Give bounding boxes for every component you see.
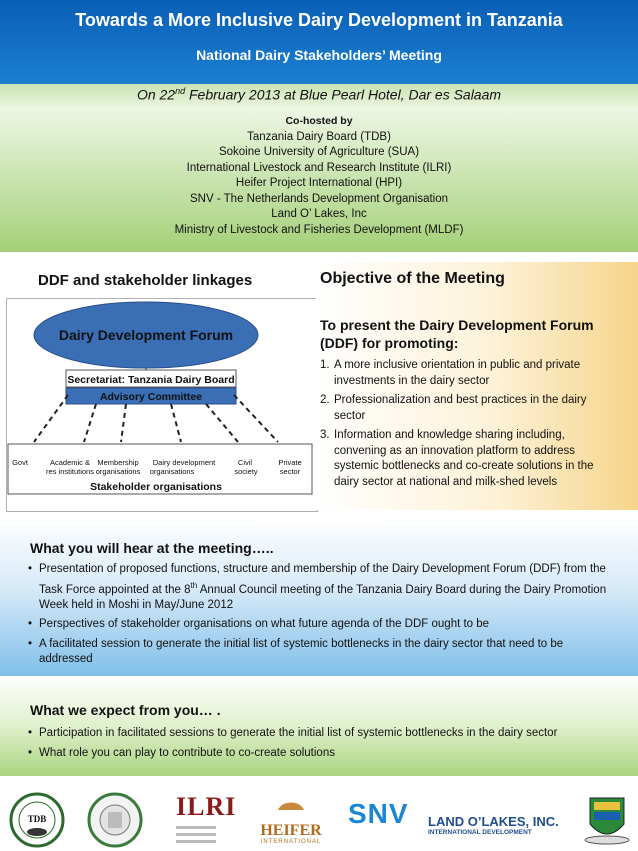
stakeholder-govt: Govt — [12, 458, 28, 467]
expect-list — [28, 726, 620, 765]
list-item: • Presentation of proposed functions, structure and membership of the Dairy Development Forum (DDF) from the Task Force appointed at the 8th Annual Council meeting of the Tanzania Dairy Board during the Dairy Promotion Week held in Moshi in May/June 2012 — [28, 563, 607, 611]
cohost-org: Heifer Project International (HPI) — [235, 177, 403, 189]
page-title: Towards a More Inclusive Dairy Development in Tanzania — [75, 10, 563, 30]
cohost-org: International Livestock and Research Institute (ILRI) — [186, 161, 452, 174]
stakeholder-civil: Civil — [237, 458, 253, 467]
list-item: 3. Information and knowledge sharing including, convening as an innovation platform to address systemic bottlenecks and co-create solutions in the dairy sector at national and milk-shed levels — [320, 429, 594, 488]
cohost-org: SNV - The Netherlands Development Organisation — [189, 192, 449, 205]
tanzania-coat-of-arms-icon — [580, 790, 634, 848]
stakeholder-membership: Membership — [97, 458, 139, 467]
cohost-org: Land O’ Lakes, Inc — [271, 208, 367, 220]
header-banner — [0, 0, 638, 84]
stakeholder-footer: Stakeholder organisations — [90, 481, 222, 493]
ilri-logo: ILRI — [176, 794, 228, 843]
forum-label: Dairy Development Forum — [58, 327, 234, 343]
hear-title: What you will hear at the meeting….. — [30, 540, 274, 556]
expect-title: What we expect from you… . — [30, 702, 221, 718]
cohost-heading: Co-hosted by — [285, 115, 353, 127]
snv-logo: SNV — [348, 798, 409, 829]
list-item: 2. Professionalization and best practices in the dairy sector — [320, 394, 587, 422]
list-item: • Participation in facilitated sessions to generate the initial list of systemic bottlenecks in the dairy sector — [28, 727, 558, 739]
stakeholder-dairy-dev-2: organisations — [149, 467, 195, 476]
hear-section — [0, 518, 638, 676]
diagram-title: DDF and stakeholder linkages — [38, 272, 253, 289]
cohost-list — [0, 114, 638, 238]
stakeholder-academic-2: res institutions — [46, 467, 94, 476]
objective-lead: To present the Dairy Development Forum (DDF) for promoting: — [320, 317, 594, 351]
land-o-lakes-logo: LAND O’LAKES, INC. INTERNATIONAL DEVELOPMENT — [428, 814, 559, 836]
hear-list — [28, 562, 620, 672]
cohost-org: Tanzania Dairy Board (TDB) — [247, 130, 391, 143]
date-band — [0, 84, 638, 106]
expect-section — [0, 676, 638, 776]
list-item: • A facilitated session to generate the initial list of systemic bottlenecks in the dairy sector that need to be addressed — [28, 637, 564, 666]
linkage-diagram — [6, 298, 316, 510]
svg-text:TDB: TDB — [27, 814, 47, 824]
sua-logo-icon — [86, 792, 144, 848]
stakeholder-membership-2: organisations — [95, 467, 141, 476]
stakeholder-academic: Academic & — [49, 458, 91, 467]
list-item: 1. A more inclusive orientation in public and private investments in the dairy sector — [320, 359, 581, 387]
objective-title: Objective of the Meeting — [320, 270, 505, 287]
secretariat-label: Secretariat: Tanzania Dairy Board — [67, 374, 235, 386]
cohost-org: Sokoine University of Agriculture (SUA) — [218, 146, 420, 158]
cohost-org: Ministry of Livestock and Fisheries Development (MLDF) — [174, 223, 464, 236]
heifer-logo: HEIFER INTERNATIONAL — [252, 796, 330, 845]
objective-list — [320, 358, 612, 494]
event-date: On 22nd February 2013 at Blue Pearl Hotel, Dar es Salaam — [136, 86, 502, 103]
heifer-cow-icon — [274, 796, 308, 818]
advisory-label: Advisory Committee — [99, 391, 203, 403]
stakeholder-civil-2: society — [234, 467, 258, 476]
list-item: • What role you can play to contribute to co-create solutions — [28, 746, 335, 759]
page-subtitle: National Dairy Stakeholders’ Meeting — [196, 47, 442, 63]
list-item: • Perspectives of stakeholder organisations on what future agenda of the DDF ought to be — [28, 618, 490, 631]
stakeholder-private-2: sector — [279, 467, 301, 476]
stakeholder-dairy-dev: Dairy development — [152, 458, 216, 467]
cohost-section — [0, 106, 638, 252]
tdb-logo-icon — [6, 792, 68, 848]
partner-logos — [0, 776, 638, 851]
stakeholder-private: Private — [278, 458, 302, 467]
